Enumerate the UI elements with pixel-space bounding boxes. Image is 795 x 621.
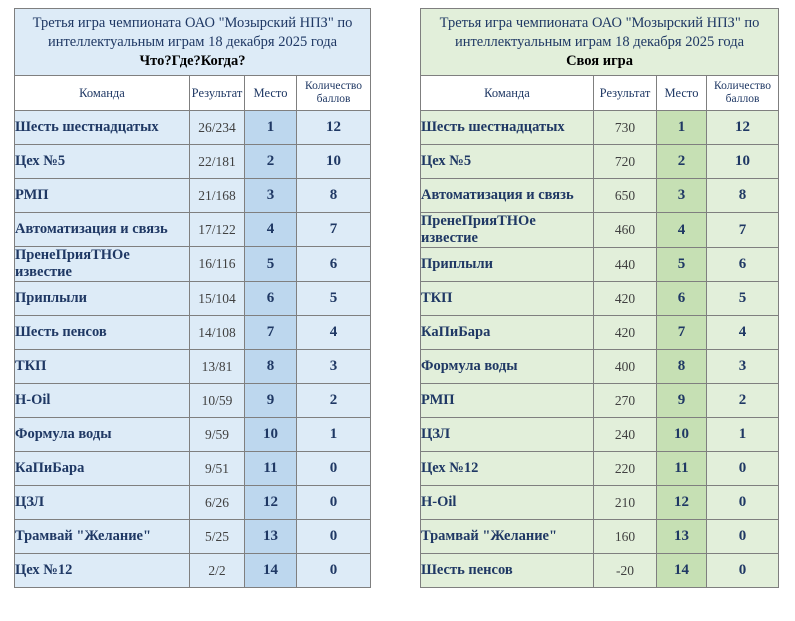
place-cell: 6 <box>245 282 297 316</box>
table-row <box>15 247 371 282</box>
result-cell: 16/116 <box>190 247 245 282</box>
result-cell: 10/59 <box>190 384 245 418</box>
place-cell: 12 <box>245 486 297 520</box>
team-cell: Цех №5 <box>15 145 190 179</box>
points-cell: 2 <box>707 384 779 418</box>
points-cell: 3 <box>707 350 779 384</box>
points-cell: 0 <box>707 486 779 520</box>
result-cell: 26/234 <box>190 111 245 145</box>
team-cell: РМП <box>421 384 594 418</box>
result-cell: 240 <box>594 418 657 452</box>
table-row <box>15 452 371 486</box>
place-cell: 1 <box>245 111 297 145</box>
table-row <box>421 316 779 350</box>
team-cell: Шесть пенсов <box>421 554 594 588</box>
table-row <box>15 554 371 588</box>
table-row <box>15 213 371 247</box>
svoya-title <box>421 9 779 76</box>
points-cell: 4 <box>297 316 371 350</box>
points-cell: 7 <box>297 213 371 247</box>
place-cell: 14 <box>245 554 297 588</box>
points-cell: 8 <box>707 179 779 213</box>
points-cell: 10 <box>297 145 371 179</box>
table-row <box>15 316 371 350</box>
result-cell: 17/122 <box>190 213 245 247</box>
points-cell: 1 <box>297 418 371 452</box>
col-header-place: Место <box>657 76 707 111</box>
svoya-title-line1: Третья игра чемпионата ОАО "Мозырский НПЗ" по <box>439 14 760 31</box>
table-row <box>15 282 371 316</box>
table-row <box>421 213 779 248</box>
table-row <box>15 350 371 384</box>
place-cell: 10 <box>245 418 297 452</box>
points-cell: 0 <box>707 520 779 554</box>
place-cell: 4 <box>657 213 707 248</box>
table-row <box>421 486 779 520</box>
table-row <box>421 554 779 588</box>
place-cell: 3 <box>245 179 297 213</box>
points-cell: 0 <box>707 554 779 588</box>
points-cell: 12 <box>707 111 779 145</box>
team-cell: Цех №12 <box>15 554 190 588</box>
result-cell: 440 <box>594 248 657 282</box>
col-header-place: Место <box>245 76 297 111</box>
team-cell: Трамвай "Желание" <box>15 520 190 554</box>
result-cell: 13/81 <box>190 350 245 384</box>
col-header-result: Результат <box>594 76 657 111</box>
place-cell: 9 <box>657 384 707 418</box>
table-row <box>421 452 779 486</box>
team-cell: Автоматизация и связь <box>15 213 190 247</box>
place-cell: 8 <box>657 350 707 384</box>
points-cell: 0 <box>297 452 371 486</box>
points-cell: 5 <box>707 282 779 316</box>
points-cell: 0 <box>297 554 371 588</box>
points-cell: 7 <box>707 213 779 248</box>
place-cell: 5 <box>245 247 297 282</box>
place-cell: 2 <box>657 145 707 179</box>
svoya-subtitle: Своя игра <box>566 52 633 69</box>
col-header-team: Команда <box>15 76 190 111</box>
table-row <box>421 145 779 179</box>
table-row <box>421 248 779 282</box>
team-cell: Приплыли <box>15 282 190 316</box>
team-cell: Трамвай "Желание" <box>421 520 594 554</box>
team-cell: Цех №5 <box>421 145 594 179</box>
team-cell: РМП <box>15 179 190 213</box>
place-cell: 7 <box>245 316 297 350</box>
table-row <box>15 145 371 179</box>
result-cell: 9/59 <box>190 418 245 452</box>
result-cell: 220 <box>594 452 657 486</box>
place-cell: 3 <box>657 179 707 213</box>
table-row <box>421 282 779 316</box>
points-cell: 5 <box>297 282 371 316</box>
col-header-points: Количество баллов <box>707 76 779 111</box>
team-cell: Приплыли <box>421 248 594 282</box>
team-cell: ЦЗЛ <box>421 418 594 452</box>
result-cell: 5/25 <box>190 520 245 554</box>
chgk-title <box>15 9 371 76</box>
result-cell: 9/51 <box>190 452 245 486</box>
table-row <box>15 384 371 418</box>
team-cell: ПренеПрияТНОе известие <box>15 247 190 282</box>
table-row <box>421 384 779 418</box>
result-cell: 160 <box>594 520 657 554</box>
table-row <box>421 520 779 554</box>
points-cell: 0 <box>297 486 371 520</box>
table-row <box>421 350 779 384</box>
table-row <box>421 418 779 452</box>
svoya-title-line2: интеллектуальным играм 18 декабря 2025 года <box>454 33 745 50</box>
team-cell: H-Oil <box>421 486 594 520</box>
points-cell: 0 <box>297 520 371 554</box>
points-cell: 12 <box>297 111 371 145</box>
result-cell: 420 <box>594 316 657 350</box>
result-cell: 21/168 <box>190 179 245 213</box>
place-cell: 10 <box>657 418 707 452</box>
team-cell: Формула воды <box>15 418 190 452</box>
team-cell: КаПиБара <box>15 452 190 486</box>
place-cell: 11 <box>245 452 297 486</box>
chgk-table-body <box>15 9 371 588</box>
result-cell: 270 <box>594 384 657 418</box>
chgk-subtitle: Что?Где?Когда? <box>139 52 246 69</box>
table-row <box>15 486 371 520</box>
points-cell: 10 <box>707 145 779 179</box>
place-cell: 9 <box>245 384 297 418</box>
result-cell: 210 <box>594 486 657 520</box>
chgk-title-line1: Третья игра чемпионата ОАО "Мозырский НПЗ" по <box>32 14 353 31</box>
points-cell: 8 <box>297 179 371 213</box>
place-cell: 5 <box>657 248 707 282</box>
place-cell: 4 <box>245 213 297 247</box>
team-cell: Формула воды <box>421 350 594 384</box>
place-cell: 13 <box>657 520 707 554</box>
points-cell: 0 <box>707 452 779 486</box>
team-cell: ТКП <box>421 282 594 316</box>
svoya-table-body <box>421 9 779 588</box>
result-cell: 720 <box>594 145 657 179</box>
points-cell: 2 <box>297 384 371 418</box>
result-cell: 22/181 <box>190 145 245 179</box>
svoya-igra-results-table <box>420 8 779 588</box>
points-cell: 1 <box>707 418 779 452</box>
result-cell: 14/108 <box>190 316 245 350</box>
points-cell: 6 <box>297 247 371 282</box>
team-cell: Автоматизация и связь <box>421 179 594 213</box>
result-cell: 400 <box>594 350 657 384</box>
place-cell: 12 <box>657 486 707 520</box>
table-row <box>15 418 371 452</box>
table-row <box>15 520 371 554</box>
result-cell: 15/104 <box>190 282 245 316</box>
col-header-points: Количество баллов <box>297 76 371 111</box>
team-cell: ТКП <box>15 350 190 384</box>
place-cell: 13 <box>245 520 297 554</box>
team-cell: Шесть шестнадцатых <box>15 111 190 145</box>
result-cell: 6/26 <box>190 486 245 520</box>
chgk-results-table <box>14 8 371 588</box>
place-cell: 6 <box>657 282 707 316</box>
points-cell: 4 <box>707 316 779 350</box>
result-cell: 650 <box>594 179 657 213</box>
place-cell: 2 <box>245 145 297 179</box>
place-cell: 11 <box>657 452 707 486</box>
chgk-title-line2: интеллектуальным играм 18 декабря 2025 года <box>47 33 338 50</box>
points-cell: 3 <box>297 350 371 384</box>
result-cell: -20 <box>594 554 657 588</box>
table-row <box>15 179 371 213</box>
team-cell: КаПиБара <box>421 316 594 350</box>
col-header-team: Команда <box>421 76 594 111</box>
points-cell: 6 <box>707 248 779 282</box>
team-cell: H-Oil <box>15 384 190 418</box>
team-cell: Цех №12 <box>421 452 594 486</box>
place-cell: 14 <box>657 554 707 588</box>
team-cell: ЦЗЛ <box>15 486 190 520</box>
place-cell: 8 <box>245 350 297 384</box>
team-cell: Шесть шестнадцатых <box>421 111 594 145</box>
result-cell: 420 <box>594 282 657 316</box>
result-cell: 460 <box>594 213 657 248</box>
table-row <box>15 111 371 145</box>
team-cell: ПренеПрияТНОе известие <box>421 213 594 248</box>
team-cell: Шесть пенсов <box>15 316 190 350</box>
place-cell: 1 <box>657 111 707 145</box>
result-cell: 2/2 <box>190 554 245 588</box>
result-cell: 730 <box>594 111 657 145</box>
col-header-result: Результат <box>190 76 245 111</box>
table-row <box>421 179 779 213</box>
place-cell: 7 <box>657 316 707 350</box>
table-row <box>421 111 779 145</box>
